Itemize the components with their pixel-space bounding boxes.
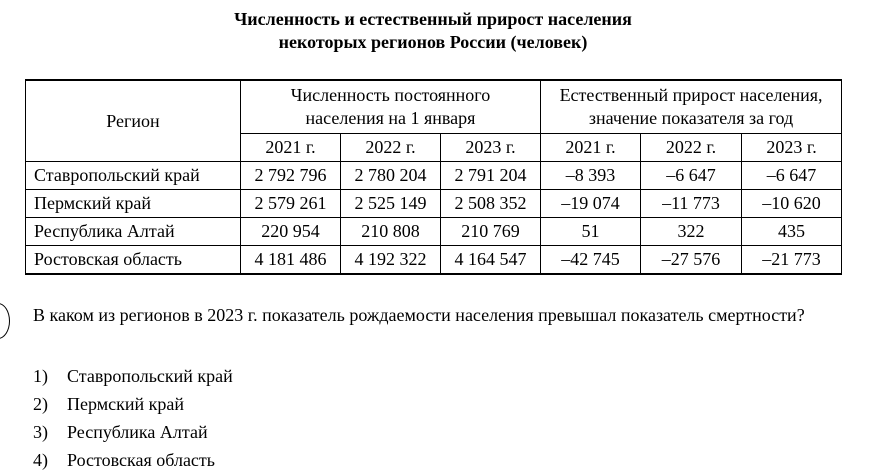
answer-options xyxy=(33,364,233,476)
population-table xyxy=(25,79,842,275)
option-text: Пермский край xyxy=(67,394,184,414)
option-text: Ставропольский край xyxy=(67,366,233,386)
table-cell: 2 791 204 xyxy=(441,162,541,190)
title-line-2: некоторых регионов России (человек) xyxy=(278,32,588,52)
year-header: 2022 г. xyxy=(341,134,441,162)
table-cell: 51 xyxy=(541,218,641,246)
table-cell: 4 192 322 xyxy=(341,246,441,275)
table-cell: 210 769 xyxy=(441,218,541,246)
question-number-circle xyxy=(0,303,10,339)
table-cell: –6 647 xyxy=(641,162,742,190)
growth-header xyxy=(541,80,842,134)
option-text: Республика Алтай xyxy=(67,422,208,442)
table-row xyxy=(26,190,842,218)
region-header: Регион xyxy=(26,80,241,162)
table-cell: –11 773 xyxy=(641,190,742,218)
region-name: Ростовская область xyxy=(26,246,241,275)
region-name: Ставропольский край xyxy=(26,162,241,190)
option-text: Ростовская область xyxy=(67,450,215,470)
table-title xyxy=(0,8,866,54)
table-cell: –8 393 xyxy=(541,162,641,190)
table-row xyxy=(26,246,842,275)
title-line-1: Численность и естественный прирост населения xyxy=(234,9,632,29)
table-cell: 220 954 xyxy=(241,218,341,246)
table-cell: –19 074 xyxy=(541,190,641,218)
table-cell: –10 620 xyxy=(742,190,842,218)
question-text: В каком из регионов в 2023 г. показатель рождаемости населения превышал показатель смертности? xyxy=(33,305,805,325)
population-header xyxy=(241,80,541,134)
answer-option[interactable] xyxy=(33,392,233,420)
table-cell: 4 164 547 xyxy=(441,246,541,275)
answer-option[interactable] xyxy=(33,420,233,448)
year-header: 2023 г. xyxy=(742,134,842,162)
table-cell: 2 792 796 xyxy=(241,162,341,190)
table-cell: –27 576 xyxy=(641,246,742,275)
table-cell: –21 773 xyxy=(742,246,842,275)
table-cell: 210 808 xyxy=(341,218,441,246)
population-header-line-1: Численность постоянного xyxy=(290,85,491,105)
table-cell: 2 780 204 xyxy=(341,162,441,190)
table-row xyxy=(26,218,842,246)
option-number: 1) xyxy=(33,366,48,386)
year-header: 2022 г. xyxy=(641,134,742,162)
table-cell: 2 525 149 xyxy=(341,190,441,218)
table-cell: 2 508 352 xyxy=(441,190,541,218)
table-cell: –42 745 xyxy=(541,246,641,275)
table-cell: 2 579 261 xyxy=(241,190,341,218)
year-header: 2021 г. xyxy=(241,134,341,162)
region-name: Республика Алтай xyxy=(26,218,241,246)
year-header: 2023 г. xyxy=(441,134,541,162)
table-cell: 435 xyxy=(742,218,842,246)
year-header: 2021 г. xyxy=(541,134,641,162)
answer-option[interactable] xyxy=(33,364,233,392)
table-cell: 4 181 486 xyxy=(241,246,341,275)
region-name: Пермский край xyxy=(26,190,241,218)
growth-header-line-1: Естественный прирост населения, xyxy=(559,85,823,105)
header-row xyxy=(26,80,842,134)
table-cell: 322 xyxy=(641,218,742,246)
table-row xyxy=(26,162,842,190)
table-cell: –6 647 xyxy=(742,162,842,190)
option-number: 2) xyxy=(33,394,48,414)
growth-header-line-2: значение показателя за год xyxy=(588,108,794,128)
option-number: 4) xyxy=(33,450,48,470)
option-number: 3) xyxy=(33,422,48,442)
population-header-line-2: населения на 1 января xyxy=(305,108,476,128)
